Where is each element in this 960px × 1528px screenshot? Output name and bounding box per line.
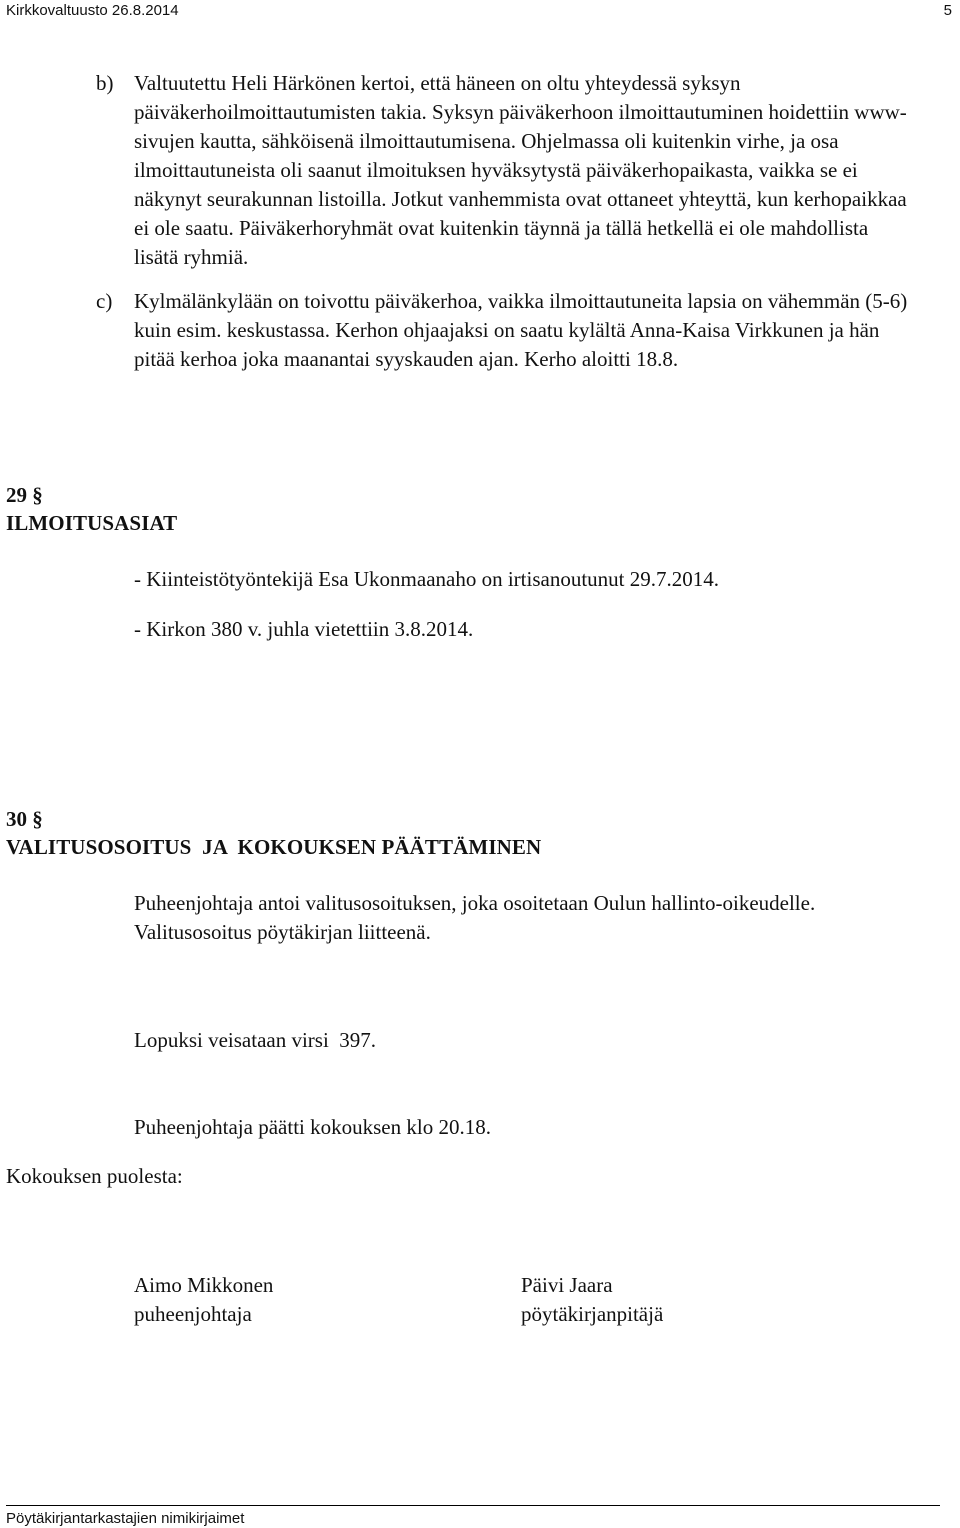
- document-header-title: Kirkkovaltuusto 26.8.2014: [6, 2, 179, 19]
- signature-secretary: [521, 1271, 663, 1329]
- footer-divider: [6, 1505, 940, 1506]
- list-item-b: [96, 69, 916, 272]
- section-29-title: ILMOITUSASIAT: [6, 511, 178, 535]
- signatory-name: Aimo Mikkonen: [134, 1273, 274, 1297]
- signatory-role: puheenjohtaja: [134, 1302, 252, 1326]
- signature-chair: [134, 1271, 273, 1329]
- page-number: 5: [943, 2, 952, 19]
- list-item-text: Valtuutettu Heli Härkönen kertoi, että häneen on oltu yhteydessä syksyn päiväkerhoilmoittautumisten takia. Syksyn päiväkerhoon ilmoittautuminen hoidettiin www-sivujen kautta, sähköisenä ilmoittautumisena. Ohjelmassa oli kuitenkin virhe, ja osa ilmoittautuneista oli saanut ilmoituksen hyväksytystä päiväkerhopaikasta, vaikka se ei näkynyt seurakunnan listoilla. Jotkut vanhemmista ovat ottaneet yhteyttä, kun kerhopaikkaa ei ole saatu. Päiväkerhoryhmät ovat kuitenkin täynnä ja tällä hetkellä ei ole mahdollista lisätä ryhmiä.: [134, 71, 907, 269]
- section-29-number: 29 §: [6, 483, 43, 507]
- signatures-heading: Kokouksen puolesta:: [6, 1164, 183, 1188]
- announcement-1: - Kiinteistötyöntekijä Esa Ukonmaanaho on irtisanoutunut 29.7.2014.: [134, 567, 719, 591]
- section-30-title: VALITUSOSOITUS JA KOKOUKSEN PÄÄTTÄMINEN: [6, 835, 542, 859]
- closing-paragraph: [134, 968, 934, 1171]
- appeal-line-1: Puheenjohtaja antoi valitusosoituksen, joka osoitetaan Oulun hallinto-oikeudelle.: [134, 891, 816, 915]
- list-item-c: [96, 287, 916, 374]
- signatory-name: Päivi Jaara: [521, 1273, 613, 1297]
- list-item-label: b): [96, 71, 114, 95]
- signatory-role: pöytäkirjanpitäjä: [521, 1302, 664, 1326]
- closing-line-1: Lopuksi veisataan virsi 397.: [134, 1028, 377, 1052]
- list-item-text: Kylmälänkylään on toivottu päiväkerhoa, vaikka ilmoittautuneita lapsia on vähemmän (5-6) kuin esim. keskustassa. Kerhon ohjaajaksi on saatu kylältä Anna-Kaisa Virkkunen ja hän pitää kerhoa joka maanantai syyskauden ajan. Kerho aloitti 18.8.: [134, 289, 908, 371]
- closing-line-2: Puheenjohtaja päätti kokouksen klo 20.18.: [134, 1115, 491, 1139]
- section-30-number: 30 §: [6, 807, 43, 831]
- announcement-2: - Kirkon 380 v. juhla vietettiin 3.8.2014.: [134, 617, 474, 641]
- appeal-paragraph: [134, 889, 934, 947]
- footer-initials-label: Pöytäkirjantarkastajien nimikirjaimet: [6, 1510, 245, 1527]
- appeal-line-2: Valitusosoitus pöytäkirjan liitteenä.: [134, 920, 431, 944]
- list-item-label: c): [96, 289, 113, 313]
